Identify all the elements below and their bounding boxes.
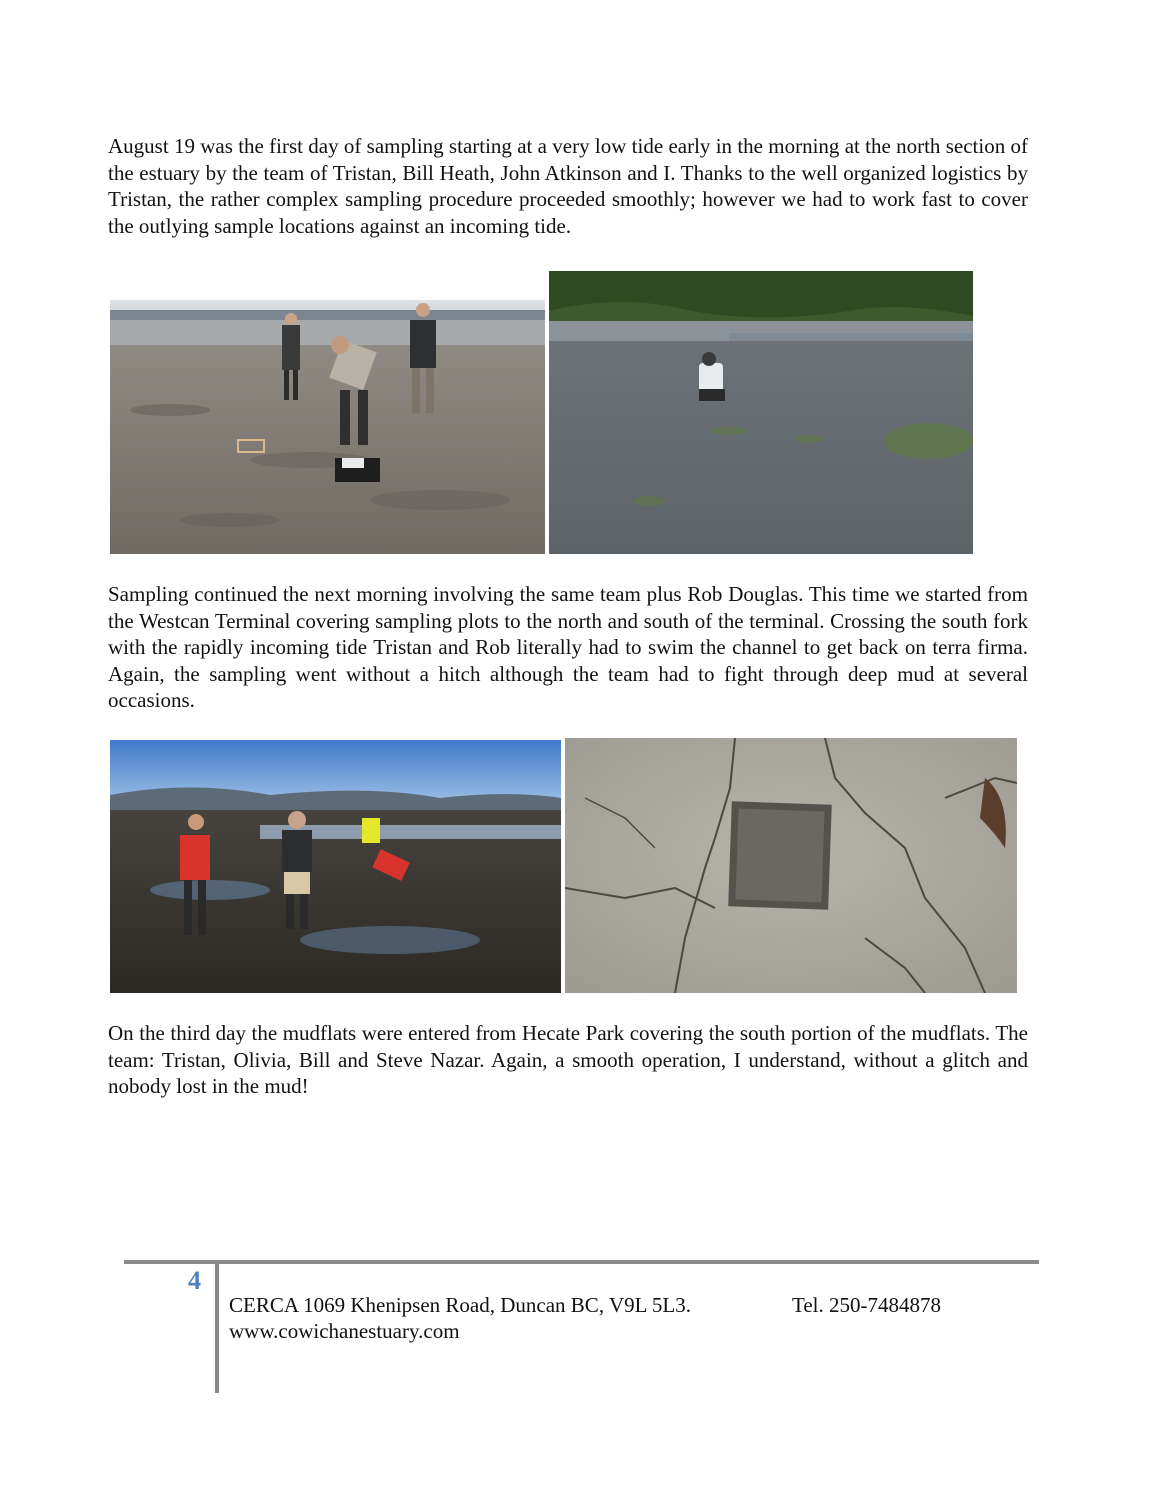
footer-vertical-rule bbox=[215, 1260, 219, 1393]
footer-horizontal-rule bbox=[124, 1260, 1039, 1264]
footer-address: CERCA 1069 Khenipsen Road, Duncan BC, V9L 5L3. bbox=[229, 1293, 691, 1317]
footer-telephone: Tel. 250-7484878 bbox=[792, 1293, 942, 1317]
paragraph-day-one: August 19 was the first day of sampling starting at a very low tide early in the morning at the north section of the estuary by the team of Tristan, Bill Heath, John Atkinson and I. Thanks to the well organized logistics by Tristan, the rather complex sampling procedure proceeded smoothly; however we had to work fast to cover the outlying sample locations against an incoming tide. bbox=[108, 134, 1028, 238]
photo-team-westcan-terminal bbox=[110, 740, 561, 993]
footer-website-link[interactable]: www.cowichanestuary.com bbox=[229, 1319, 460, 1343]
paragraph-day-two: Sampling continued the next morning involving the same team plus Rob Douglas. This time we started from the Westcan Terminal covering sampling plots to the north and south of the terminal. Crossing the south fork with the rapidly incoming tide Tristan and Rob literally had to swim the channel to get back on terra firma. Again, the sampling went without a hitch although the team had to fight through deep mud at several occasions. bbox=[108, 582, 1028, 712]
photo-person-kneeling-mudflat bbox=[549, 271, 973, 554]
photo-team-sampling-north-section bbox=[110, 300, 545, 554]
paragraph-day-three: On the third day the mudflats were entered from Hecate Park covering the south portion of the mudflats. The team: Tristan, Olivia, Bill and Steve Nazar. Again, a smooth operation, I understand, without a glitch and nobody lost in the mud! bbox=[108, 1021, 1028, 1098]
photo-sample-square-cracked-mud bbox=[565, 738, 1017, 993]
page-number: 4 bbox=[188, 1266, 201, 1295]
